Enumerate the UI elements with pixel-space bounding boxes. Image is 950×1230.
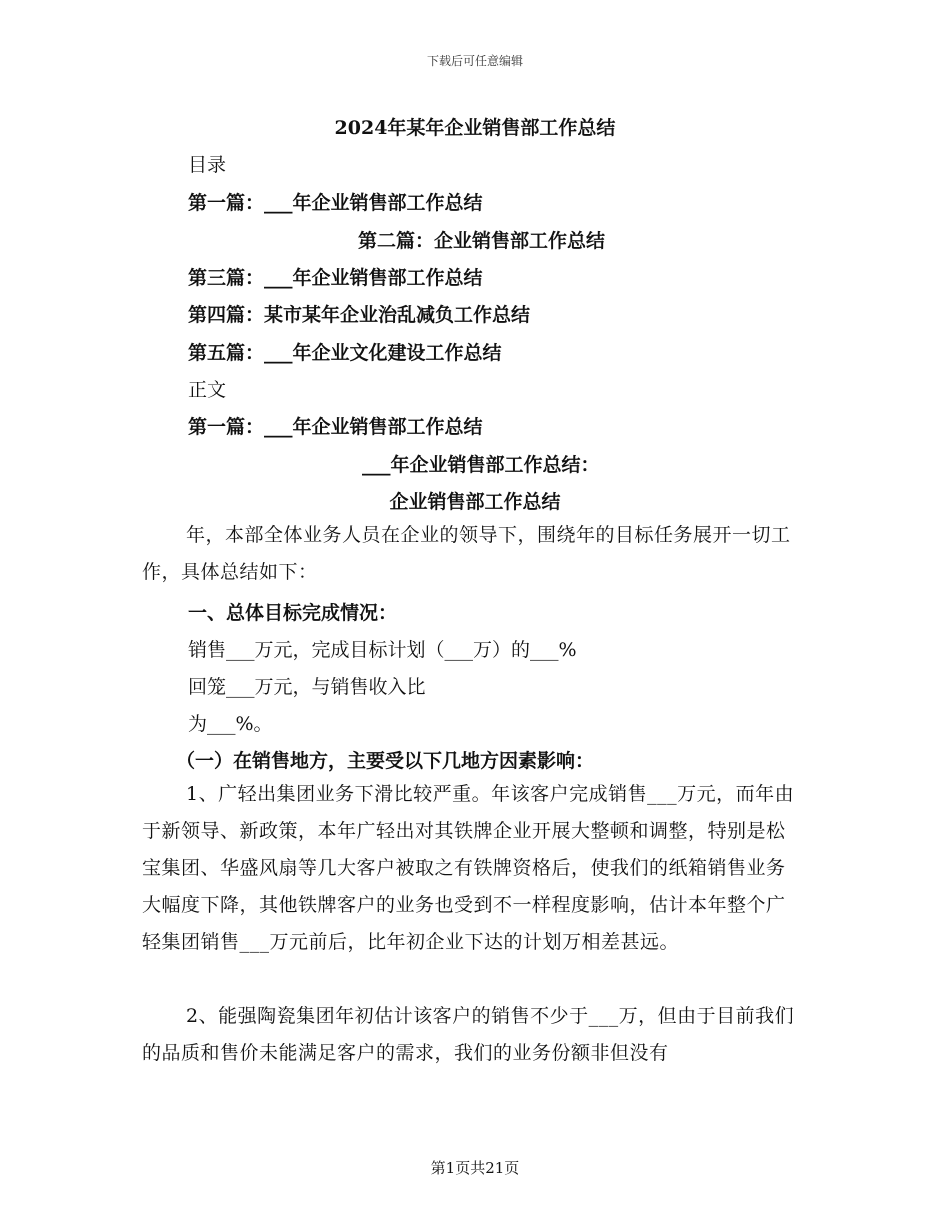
body-label: 正文 (188, 379, 227, 401)
toc-item-5: 第五篇：___年企业文化建设工作总结 (188, 342, 502, 364)
toc-item-3: 第三篇：___年企业销售部工作总结 (188, 267, 483, 289)
toc-item-4: 第四篇：某市某年企业治乱减负工作总结 (188, 304, 531, 326)
toc-item-1: 第一篇：___年企业销售部工作总结 (188, 192, 483, 214)
sub-heading: （一）在销售地方，主要受以下几地方因素影响： (176, 750, 595, 772)
section1-heading: 一、总体目标完成情况： (188, 602, 398, 624)
paragraph-2: 2、能强陶瓷集团年初估计该客户的销售不少于___万，但由于目前我们的品质和售价未能满足客户的需求，我们的业务份额非但没有 (142, 1005, 795, 1064)
part1-subtitle-2: 企业销售部工作总结 (389, 491, 561, 513)
page-footer: 第1页共21页 (430, 1159, 520, 1177)
ratio-line: 为___%。 (188, 713, 273, 735)
part1-subtitle: ___年企业销售部工作总结： (362, 454, 600, 476)
header-note: 下载后可任意编辑 (426, 54, 523, 68)
document-title: 2024年某年企业销售部工作总结 (334, 117, 616, 139)
sales-line: 销售___万元，完成目标计划（___万）的___% (188, 639, 577, 661)
paragraph-1: 1、广轻出集团业务下滑比较严重。年该客户完成销售___万元，而年由于新领导、新政策，本年广轻出对其铁牌企业开展大整顿和调整，特别是松宝集团、华盛风扇等几大客户被取之有铁牌资格后，使我们的纸箱销售业务大幅度下降，其他铁牌客户的业务也受到不一样程度影响，估计本年整个广轻集团销售___万元前后，比年初企业下达的计划万相差甚远。 (142, 783, 795, 953)
toc-label: 目录 (188, 154, 227, 176)
part1-heading: 第一篇：___年企业销售部工作总结 (188, 416, 483, 438)
intro-paragraph: 年，本部全体业务人员在企业的领导下，围绕年的目标任务展开一切工作，具体总结如下： (142, 524, 791, 583)
collection-line: 回笼___万元，与销售收入比 (188, 676, 426, 698)
toc-item-2: 第二篇：企业销售部工作总结 (358, 230, 606, 252)
